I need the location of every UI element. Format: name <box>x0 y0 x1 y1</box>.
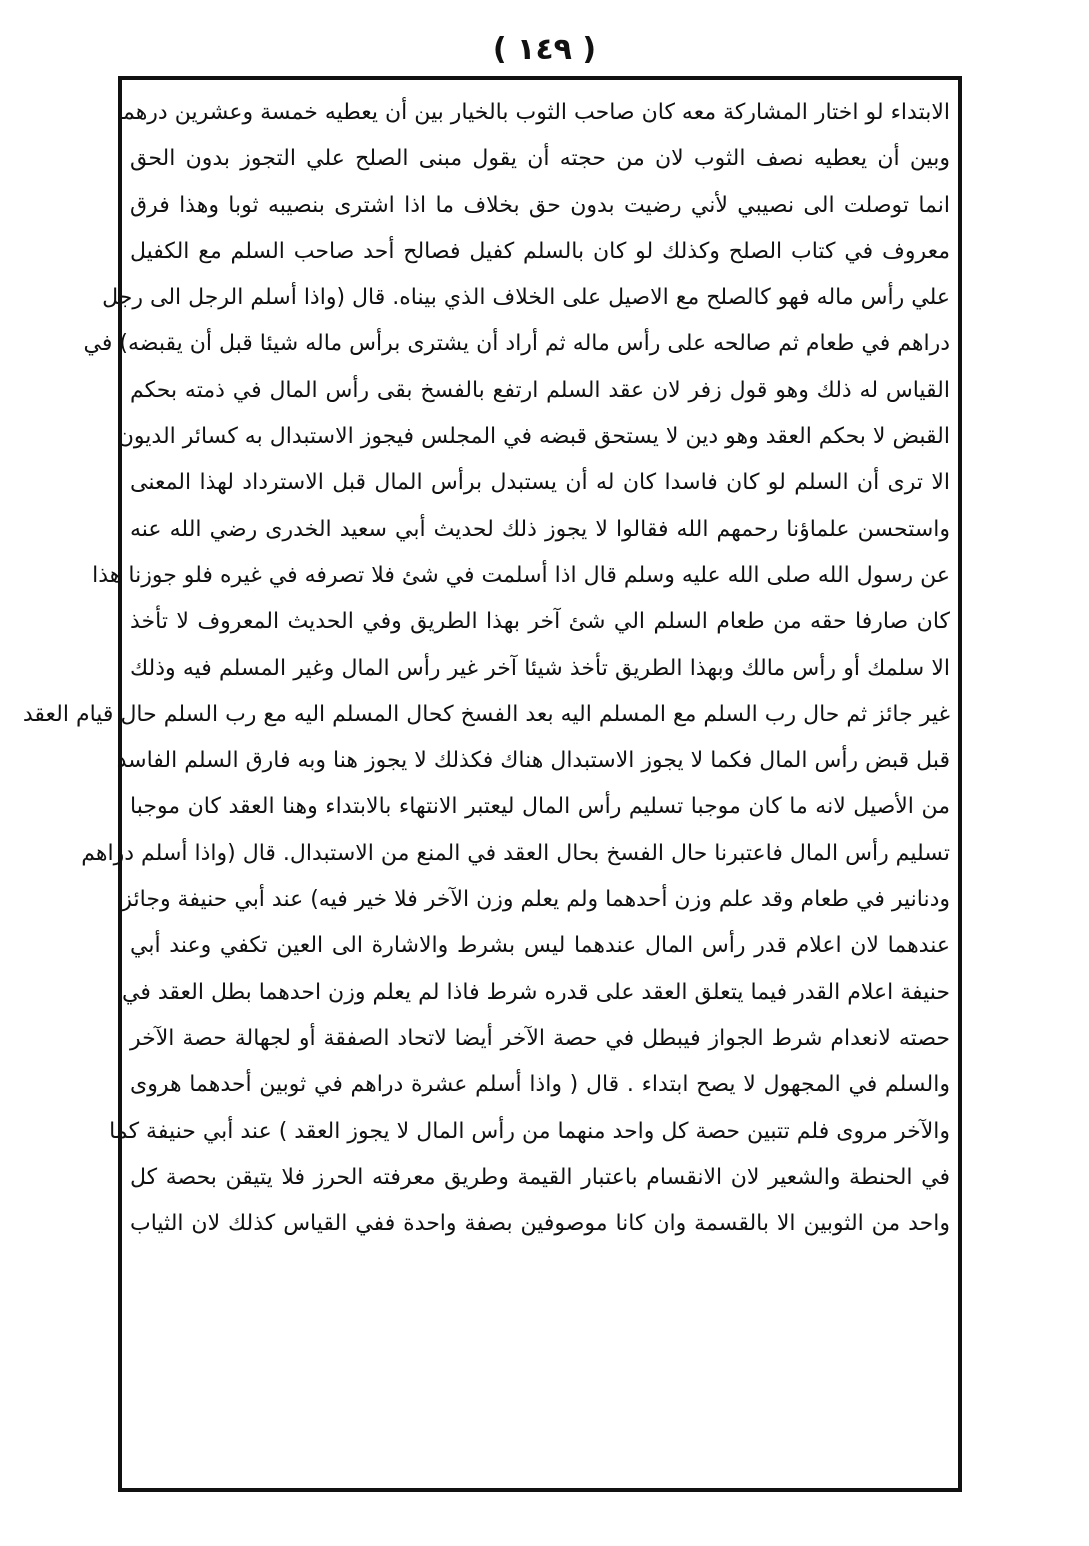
text-line: عن رسول الله صلى الله عليه وسلم قال اذا أسلمت في شئ فلا تصرفه في غيره فلو جوزنا هذا <box>92 562 950 588</box>
text-line: في الحنطة والشعير لان الانقسام باعتبار القيمة وطريق معرفته الحرز فلا يتيقن بحصة كل <box>130 1164 950 1190</box>
text-line: قبل قبض رأس المال فكما لا يجوز الاستبدال هناك فكذلك لا يجوز هنا وبه فارق السلم الفاسد <box>116 748 950 774</box>
page-number: ( ١٤٩ ) <box>492 32 597 67</box>
text-line: الابتداء لو اختار المشاركة معه كان صاحب الثوب بالخيار بين أن يعطيه خمسة وعشرين درهما <box>116 100 950 125</box>
text-line: ودنانير في طعام وقد علم وزن أحدهما ولم يعلم وزن الآخر فلا خير فيه) عند أبي حنيفة وجائز <box>121 887 950 913</box>
text-line: والسلم في المجهول لا يصح ابتداء . قال ( واذا أسلم عشرة دراهم في ثوبين أحدهما هروى <box>130 1072 950 1098</box>
text-line: كان صارفا حقه من طعام السلم الي شئ آخر بهذا الطريق وفي الحديث المعروف لا تأخذ <box>130 609 950 635</box>
text-line: واحد من الثوبين الا بالقسمة وان كانا موصوفين بصفة واحدة ففي القياس كذلك لان الثياب <box>130 1211 950 1237</box>
text-line: القياس له ذلك وهو قول زفر لان عقد السلم ارتفع بالفسخ بقى رأس المال في ذمته بحكم <box>130 377 950 403</box>
text-line: غير جائز ثم حال رب السلم مع المسلم اليه بعد الفسخ كحال المسلم اليه مع رب السلم حال قيام العقد <box>22 701 950 727</box>
text-line: تسليم رأس المال فاعتبرنا حال الفسخ بحال العقد في المنع من الاستبدال. قال (واذا أسلم دراهم <box>81 840 950 866</box>
text-line: من الأصيل لانه ما كان موجبا تسليم رأس المال ليعتبر الانتهاء بالابتداء وهنا العقد كان موجبا <box>130 794 950 820</box>
text-line: انما توصلت الى نصيبي لأني رضيت بدون حق بخلاف ما اذا اشترى بنصيبه ثوبا وهذا فرق <box>130 192 950 218</box>
text-line: علي رأس ماله فهو كالصلح مع الاصيل على الخلاف الذي بيناه. قال (واذا أسلم الرجل الى رجل <box>102 285 950 311</box>
text-line: دراهم في طعام ثم صالحه على رأس ماله ثم أراد أن يشترى برأس ماله شيئا قبل أن يقبضه) في <box>83 331 950 357</box>
text-line: واستحسن علماؤنا رحمهم الله فقالوا لا يجوز ذلك لحديث أبي سعيد الخدرى رضي الله عنه <box>130 516 950 542</box>
text-block <box>22 90 950 1480</box>
text-line: القبض لا بحكم العقد وهو دين لا يستحق قبضه في المجلس فيجوز الاستبدال به كسائر الديون <box>117 424 950 450</box>
text-line: عندهما لان اعلام قدر رأس المال عندهما ليس بشرط والاشارة الى العين تكفي وعند أبي <box>130 933 950 959</box>
text-line: حصته لانعدام شرط الجواز فيبطل في حصة الآخر أيضا لاتحاد الصفقة أو لجهالة حصة الآخر <box>130 1025 950 1051</box>
text-line: حنيفة اعلام القدر فيما يتعلق العقد على قدره شرط فاذا لم يعلم وزن احدهما بطل العقد في <box>122 979 950 1005</box>
text-line: وبين أن يعطيه نصف الثوب لان من حجته أن يقول مبنى الصلح علي التجوز بدون الحق <box>130 146 950 172</box>
text-line: الا سلمك أو رأس مالك وبهذا الطريق تأخذ شيئا آخر غير رأس المال وغير المسلم فيه وذلك <box>130 655 950 681</box>
text-line: والآخر مروى فلم تتبين حصة كل واحد منهما من رأس المال لا يجوز العقد ) عند أبي حنيفة كما <box>109 1118 950 1144</box>
text-line: معروف في كتاب الصلح وكذلك لو كان بالسلم كفيل فصالح أحد صاحب السلم مع الكفيل <box>130 238 950 264</box>
text-line: الا ترى أن السلم لو كان فاسدا كان له أن يستبدل برأس المال قبل الاسترداد لهذا المعنى <box>130 470 950 496</box>
